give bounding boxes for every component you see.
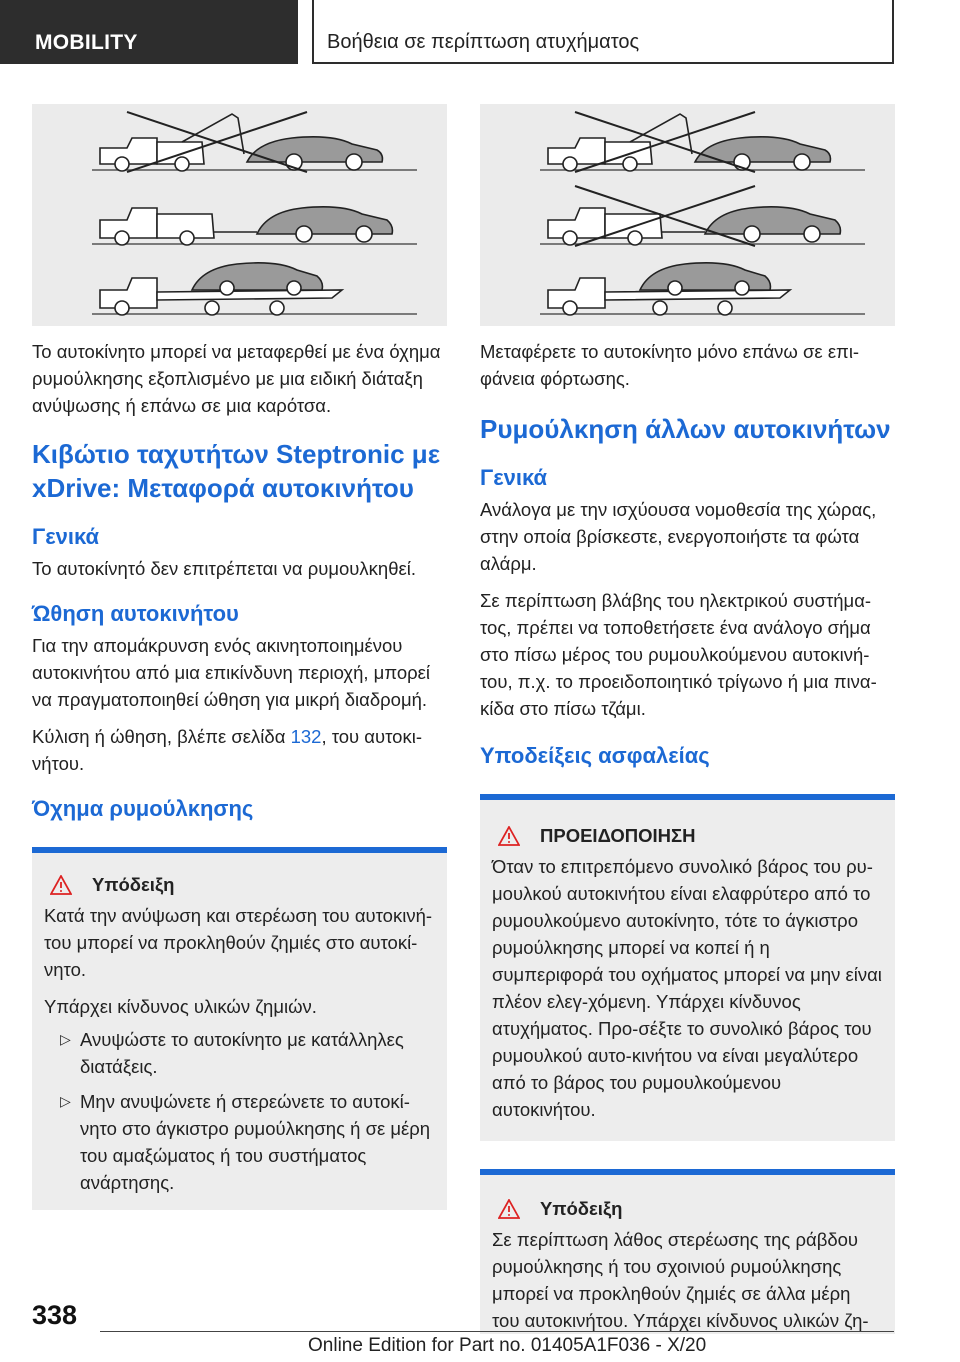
edition-text: Online Edition for Part no. 01405A1F036 - X/20: [308, 1335, 707, 1356]
footer-divider: [100, 1331, 894, 1332]
general-text-right-1: Ανάλογα με την ισχύουσα νομοθεσία της χώρας, στην οποία βρίσκεστε, ενεργοποιήστε τα φώτα αλάρμ.: [480, 499, 877, 574]
left-column: [32, 104, 447, 1210]
page-link-132[interactable]: 132: [290, 726, 322, 747]
general-heading-left: Γενικά: [32, 524, 100, 549]
section-tab: [0, 0, 298, 64]
bullet-text: Ανυψώστε το αυτοκίνητο με κατάλληλες διατάξεις.: [80, 1029, 404, 1077]
note-text-1: Κατά την ανύψωση και στερέωση του αυτοκινή-του μπορεί να προκληθούν ζημιές στο αυτοκί-νητο.: [44, 905, 433, 980]
warning-title: ΠΡΟΕΙΔΟΠΟΙΗΣΗ: [540, 825, 696, 846]
steptronic-heading: Κιβώτιο ταχυτήτων Steptronic με xDrive: Μεταφορά αυτοκινήτου: [32, 439, 441, 503]
bullet-triangle-icon: ▷: [60, 1031, 71, 1047]
warning-triangle-icon: [50, 875, 72, 895]
roll-text-after: , του αυτοκι-νήτου.: [32, 726, 422, 774]
list-item: [44, 1026, 435, 1080]
push-heading: Ώθηση αυτοκινήτου: [32, 601, 239, 626]
note-bullets: [44, 1026, 435, 1196]
note2-text: Σε περίπτωση λάθος στερέωσης της ράβδου ρυμούλκησης ή του σχοινιού ρυμούλκησης μπορεί να προκληθούν ζημιές σε άλλα μέρη του αυτοκινήτου. Υπάρχει κίνδυνος υλικών ζη-: [492, 1229, 869, 1331]
note-box-right: [480, 1169, 895, 1334]
left-intro: Το αυτοκίνητο μπορεί να μεταφερθεί με ένα όχημα ρυμούλκησης εξοπλισμένο με μια ειδική διάταξη ανύψωσης ή επάνω σε μια καρότσα.: [32, 341, 441, 416]
flatbed-figure: [480, 104, 895, 326]
warning-triangle-icon: [498, 1199, 520, 1219]
towing-methods-figure: [32, 104, 447, 326]
general-text-left: Το αυτοκίνητό δεν επιτρέπεται να ρυμουλκηθεί.: [32, 558, 416, 579]
towing-others-heading: Ρυμούλκηση άλλων αυτοκινήτων: [480, 414, 891, 444]
warning-title-row: [492, 822, 883, 849]
chapter-title: Βοήθεια σε περίπτωση ατυχήματος: [327, 31, 640, 53]
page-number: 338: [32, 1300, 78, 1330]
warning-text: Όταν το επιτρεπόμενο συνολικό βάρος του ρυ-μουλκού αυτοκινήτου είναι ελαφρύτερο από το ρυμουλκούμενο αυτοκίνητο, τότε το άγκιστρο ρυμούλκησης μπορεί να κοπεί ή η συμπεριφορά του οχήματος μπορεί να μην είναι πλέον ελεγ-χόμενη. Υπάρχει κίνδυνος ατυχήματος. Προ-σέξτε το συνολικό βάρος του ρυμουλκού αυτο-κινήτου να είναι μεγαλύτερο από το βάρος του ρυμουλκούμενου αυτοκινήτου.: [492, 856, 882, 1120]
section-title: MOBILITY: [35, 31, 138, 54]
bullet-text: Μην ανυψώνετε ή στερεώνετε το αυτοκί-νητο στο άγκιστρο ρυμούλκησης ή σε μέρη του αμαξώματος ή του συστήματος ανάρτησης.: [80, 1091, 431, 1193]
push-text: Για την απομάκρυνση ενός ακινητοποιημένου αυτοκινήτου από μια επικίνδυνη περιοχή, μπορεί να πραγματοποιηθεί ώθηση για μικρή διαδρομή.: [32, 635, 431, 710]
note2-title-row: [492, 1195, 883, 1222]
roll-text-before: Κύλιση ή ώθηση, βλέπε σελίδα: [32, 726, 291, 747]
general-heading-right: Γενικά: [480, 465, 548, 490]
note-title-row: [44, 871, 435, 898]
note2-title: Υπόδειξη: [540, 1198, 623, 1219]
roll-text: [32, 723, 447, 777]
safety-heading: Υποδείξεις ασφαλείας: [480, 743, 710, 768]
chapter-tab: [312, 0, 894, 64]
towing-methods-illustration: [32, 104, 447, 326]
note-text-2: Υπάρχει κίνδυνος υλικών ζημιών.: [44, 996, 317, 1017]
flatbed-transport-illustration: [480, 104, 895, 326]
bullet-triangle-icon: ▷: [60, 1093, 71, 1109]
list-item: [44, 1088, 435, 1196]
general-text-right-2: Σε περίπτωση βλάβης του ηλεκτρικού συστήμα-τος, πρέπει να τοποθετήσετε ένα ανάλογο σήμα στο πίσω μέρος του ρυμουλκούμενου αυτοκινή-του, π.χ. το προειδοποιητικό τρίγωνο ή μια πινα-κίδα στο πίσω τζάμι.: [480, 590, 877, 719]
note-title: Υπόδειξη: [92, 874, 175, 895]
right-column: [480, 104, 895, 1334]
right-intro: Μεταφέρετε το αυτοκίνητο μόνο επάνω σε επι-φάνεια φόρτωσης.: [480, 341, 860, 389]
warning-triangle-icon: [498, 826, 520, 846]
note-box-left: [32, 847, 447, 1210]
warning-box: [480, 794, 895, 1141]
tow-vehicle-heading: Όχημα ρυμούλκησης: [32, 796, 254, 821]
